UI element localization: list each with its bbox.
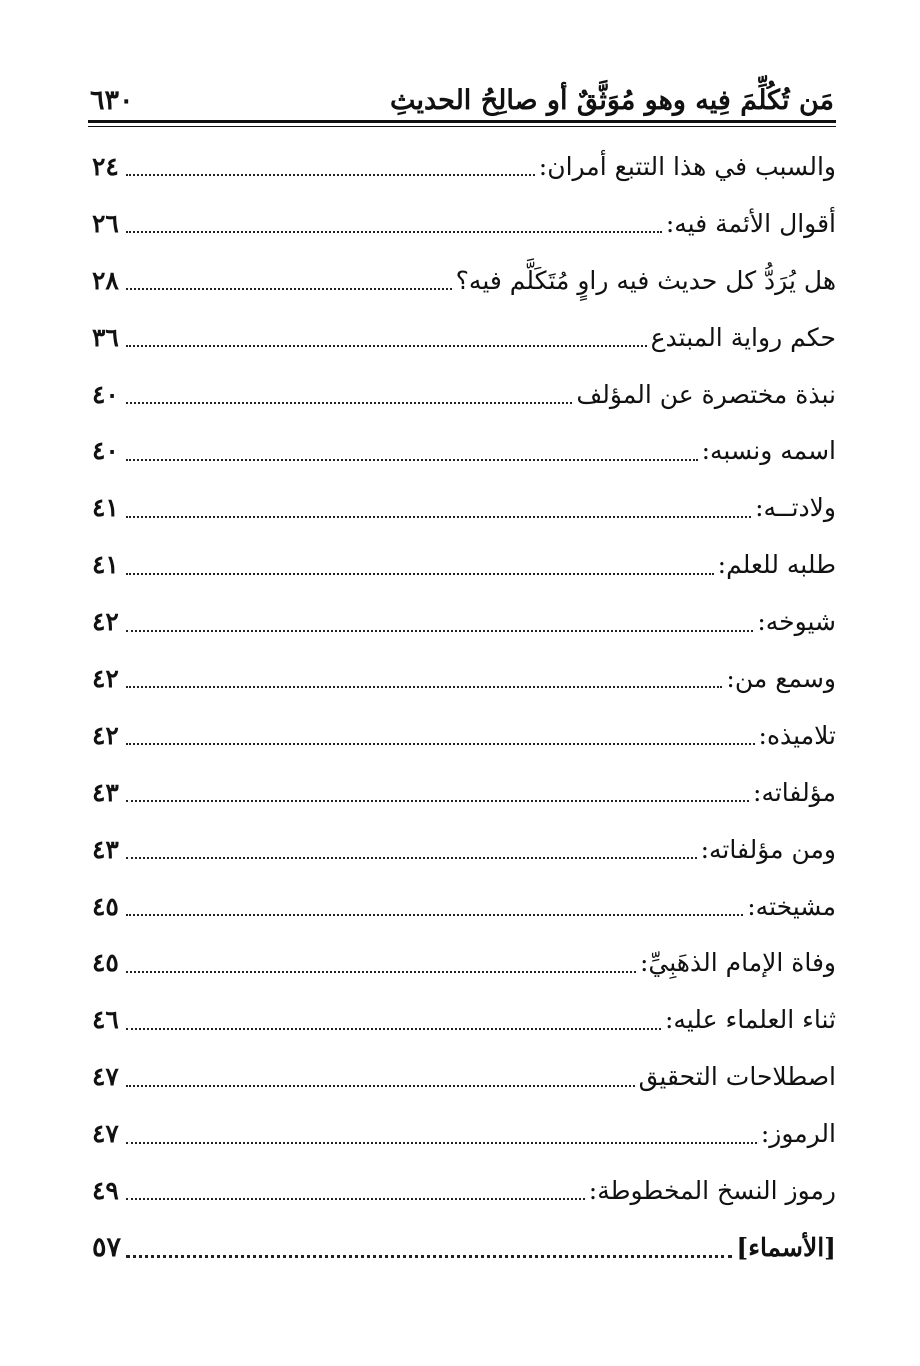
dot-leader [126,971,636,973]
dot-leader [126,800,749,802]
toc-entry-page: ٤٢ [92,720,119,750]
header-rule-thick [88,120,836,123]
toc-entry-page: ٤٠ [92,436,119,466]
dot-leader [126,1085,635,1087]
toc-entry-title: تلاميذه: [758,720,836,750]
toc-entry-page: ٤٧ [92,1119,119,1149]
toc-entry-page: ٢٤ [92,151,119,181]
toc-entry [92,195,836,252]
toc-entry-page: ٥٧ [92,1231,122,1263]
toc-entry-page: ٢٨ [92,265,119,295]
toc-entry [92,821,836,878]
toc-entry-page: ٤٥ [92,891,119,921]
toc-entry-page: ٤٣ [92,834,119,864]
toc-entry [92,138,836,195]
toc-entry [92,593,836,650]
toc-entry-title: هل يُرَدُّ كل حديث فيه راوٍ مُتَكَلَّم فيه؟ [455,265,836,295]
header-rule-thin [88,126,836,127]
toc-entry-title: مؤلفاته: [753,777,836,807]
toc-entry-title: اسمه ونسبه: [701,436,836,466]
page-header [90,66,834,116]
toc-entry-title: رموز النسخ المخطوطة: [588,1175,836,1205]
dot-leader [126,288,452,290]
toc-entry [92,366,836,423]
toc-entry-title: الرموز: [760,1119,836,1149]
toc-entry-title: طلبه للعلم: [717,550,836,580]
toc-entry-page: ٤٧ [92,1062,119,1092]
table-of-contents [92,138,836,1276]
toc-entry [92,479,836,536]
toc-entry-title: وسمع من: [726,663,836,693]
dot-leader [126,345,647,347]
toc-entry-title: شيوخه: [757,607,836,637]
toc-entry-title: نبذة مختصرة عن المؤلف [576,379,836,409]
toc-entry [92,991,836,1048]
toc-entry-title: وفاة الإمام الذهَبِيِّ: [640,948,836,978]
toc-entry [92,309,836,366]
dot-leader [126,516,751,518]
toc-entry-page: ٤٢ [92,663,119,693]
toc-entry-page: ٤١ [92,550,119,580]
toc-entry-page: ٤٥ [92,948,119,978]
toc-entry-page: ٢٦ [92,208,119,238]
toc-entry-title: اصطلاحات التحقيق [638,1062,836,1092]
toc-entry-title: والسبب في هذا التتبع أمران: [538,151,836,181]
toc-entry-title: مشيخته: [747,891,836,921]
toc-entry [92,934,836,991]
toc-entry [92,422,836,479]
toc-entry-page: ٣٦ [92,322,119,352]
dot-leader [126,743,755,745]
dot-leader [126,459,698,461]
dot-leader [126,174,535,176]
toc-entry [92,1162,836,1219]
dot-leader [126,1198,585,1200]
toc-entry [92,707,836,764]
dot-leader [126,573,714,575]
toc-entry [92,1048,836,1105]
dot-leader [126,1142,757,1144]
toc-entry-title: ولادتــه: [755,493,836,523]
toc-entry [92,1219,836,1276]
running-title: مَن تُكُلِّمَ فِيه وهو مُوَثَّقٌ أو صالِحُ الحديثِ [389,85,834,116]
toc-entry [92,650,836,707]
toc-entry [92,536,836,593]
toc-entry-title: [الأسماء] [736,1232,836,1262]
toc-entry [92,764,836,821]
toc-entry [92,252,836,309]
toc-entry-title: ومن مؤلفاته: [700,834,836,864]
toc-entry-page: ٤٠ [92,379,119,409]
dot-leader [126,1028,661,1030]
toc-entry-page: ٤١ [92,493,119,523]
toc-entry-page: ٤٣ [92,777,119,807]
page-number: ٦٣٠ [90,85,134,116]
dot-leader [126,630,753,632]
toc-entry-page: ٤٦ [92,1005,119,1035]
toc-entry-title: أقوال الأئمة فيه: [665,208,836,238]
dot-leader [126,231,662,233]
toc-entry-title: حكم رواية المبتدع [650,322,836,352]
dot-leader [126,857,697,859]
dot-leader [126,1255,732,1258]
toc-entry-title: ثناء العلماء عليه: [664,1005,836,1035]
toc-entry [92,878,836,935]
dot-leader [126,402,572,404]
dot-leader [126,686,722,688]
dot-leader [126,914,743,916]
toc-entry-page: ٤٩ [92,1175,119,1205]
toc-entry-page: ٤٢ [92,607,119,637]
toc-entry [92,1105,836,1162]
